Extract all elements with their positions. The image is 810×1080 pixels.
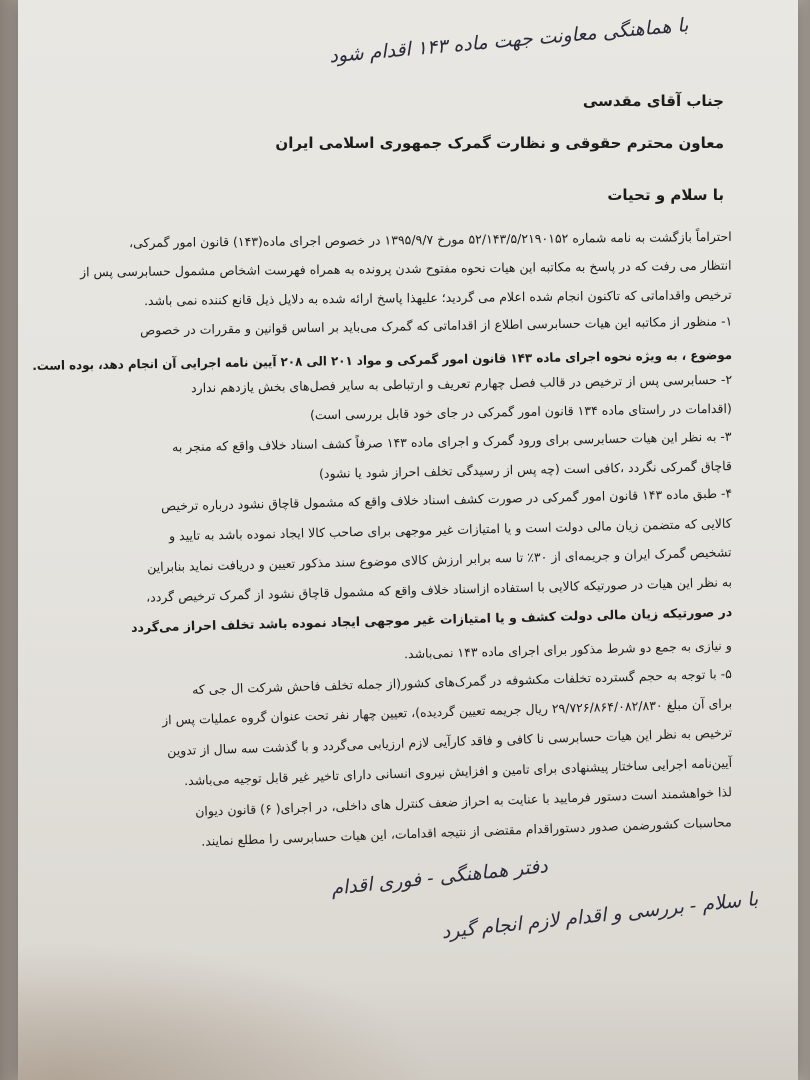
body-line-1: احتراماً بازگشت به نامه شماره ۵۲/۱۴۳/۵/۲۱۹۰۱۵۲ مورخ ۱۳۹۵/۹/۷ در خصوص اجرای ماده(۱۴۳) قانون امور گمرکی، <box>129 228 733 251</box>
greeting: با سلام و تحیات <box>607 186 724 204</box>
handwritten-top-note: با هماهنگی معاونت جهت ماده ۱۴۳ اقدام شود <box>328 14 689 68</box>
paper-stain <box>18 940 438 1080</box>
body-line-14: در صورتیکه زیان مالی دولت کشف و یا امتیازات غیر موجهی ایجاد نموده باشد تخلف احراز می‌گردد <box>130 604 733 635</box>
body-line-7: (اقدامات در راستای ماده ۱۳۴ قانون امور گمرکی در جای خود قابل بررسی است) <box>310 400 733 423</box>
body-line-8: ۳- به نظر این هیات حسابرسی برای ورود گمرک و اجرای ماده ۱۴۳ صرفاً کشف اسناد خلاف واقع که منجر به <box>172 428 733 455</box>
handwritten-note-2: با سلام - بررسی و اقدام لازم انجام گیرد <box>440 888 760 944</box>
body-line-3: ترخیص واقداماتی که تاکنون انجام شده اعلام می گردید؛ علیهذا پاسخ ارائه شده به دلایل ذیل قانع کننده نمی باشد. <box>144 286 733 309</box>
body-line-9: قاچاق گمرکی نگردد ،کافی است (چه پس از رسیدگی تخلف احراز شود یا نشود) <box>318 458 733 481</box>
handwritten-note-1: دفتر هماهنگی - فوری اقدام <box>330 855 550 900</box>
body-line-17: برای آن مبلغ ۲۹/۷۲۶/۸۶۴/۰۸۲/۸۳۰ ریال جریمه تعیین گردیده)، تعیین چهار نفر تحت عنوان گروه عملیات پس از <box>161 695 733 728</box>
body-line-12: تشخیص گمرک ایران و جریمه‌ای از ۳۰٪ تا سه برابر ارزش کالای موضوع سند مذکور تعیین و دریافت نماید بنابراین <box>147 544 733 575</box>
body-line-11: کالایی که متضمن زیان مالی دولت است و یا امتیازات غیر موجهی برای صاحب کالا ایجاد نموده باشد به تایید و <box>169 515 733 544</box>
body-line-18: ترخیص به نظر این هیات حسابرسی نا کافی و فاقد کارآیی لازم ارزیابی می‌گردد و با گذشت سه سال از تدوین <box>166 724 733 759</box>
body-line-19: آیین‌نامه اجرایی ساختار پیشنهادی برای تامین و افزایش نیروی انسانی دارای تاخیر غیر قابل توجیه می‌باشد. <box>183 754 733 789</box>
body-line-6: ۲- حسابرسی پس از ترخیص در قالب فصل چهارم تعریف و ارتباطی به سایر فصل‌های بخش یازدهم ندارد <box>190 371 733 396</box>
body-line-5: موضوع ، به ویژه نحوه اجرای ماده ۱۴۳ قانون امور گمرکی و مواد ۲۰۱ الی ۲۰۸ آیین نامه اجرایی آن انجام دهد، بوده است. <box>32 347 733 373</box>
body-line-16: ۵- با توجه به حجم گسترده تخلفات مکشوفه در گمرک‌های کشور(از جمله تخلف فاحش شرکت ال جی که <box>191 665 733 698</box>
body-line-20: لذا خواهشمند است دستور فرمایید با عنایت به احراز ضعف کنترل های داخلی، در اجرای( ۶) قانون دیوان <box>194 784 733 819</box>
body-line-13: به نظر این هیات در صورتیکه کالایی با استفاده ازاسناد خلاف واقع که مشمول قاچاق نشود از گمرک ترخیص گردد، <box>145 574 733 605</box>
body-line-10: ۴- طبق ماده ۱۴۳ قانون امور گمرکی در صورت کشف اسناد خلاف واقع که مشمول قاچاق نشود درباره ترخیص <box>160 485 733 514</box>
paper-sheet <box>18 0 798 1080</box>
body-line-21: محاسبات کشورضمن صدور دستوراقدام مقتضی از نتیجه اقدامات، این هیات حسابرسی را مطلع نمایند. <box>201 814 733 849</box>
recipient-title: معاون محترم حقوقی و نظارت گمرک جمهوری اسلامی ایران <box>275 134 724 152</box>
body-line-4: ۱- منظور از مکاتبه این هیات حسابرسی اطلاع از اقداماتی که گمرک می‌باید بر اساس قوانین و مقررات در خصوص <box>139 313 733 338</box>
body-line-15: و نیازی به جمع دو شرط مذکور برای اجرای ماده ۱۴۳ نمی‌باشد. <box>404 637 733 662</box>
body-line-2: انتظار می رفت که در پاسخ به مکاتبه این هیات نحوه مفتوح شدن پرونده به همراه فهرست اشخاص مشمول حسابرسی پس از <box>80 257 733 280</box>
recipient-name: جناب آقای مقدسی <box>582 92 724 110</box>
